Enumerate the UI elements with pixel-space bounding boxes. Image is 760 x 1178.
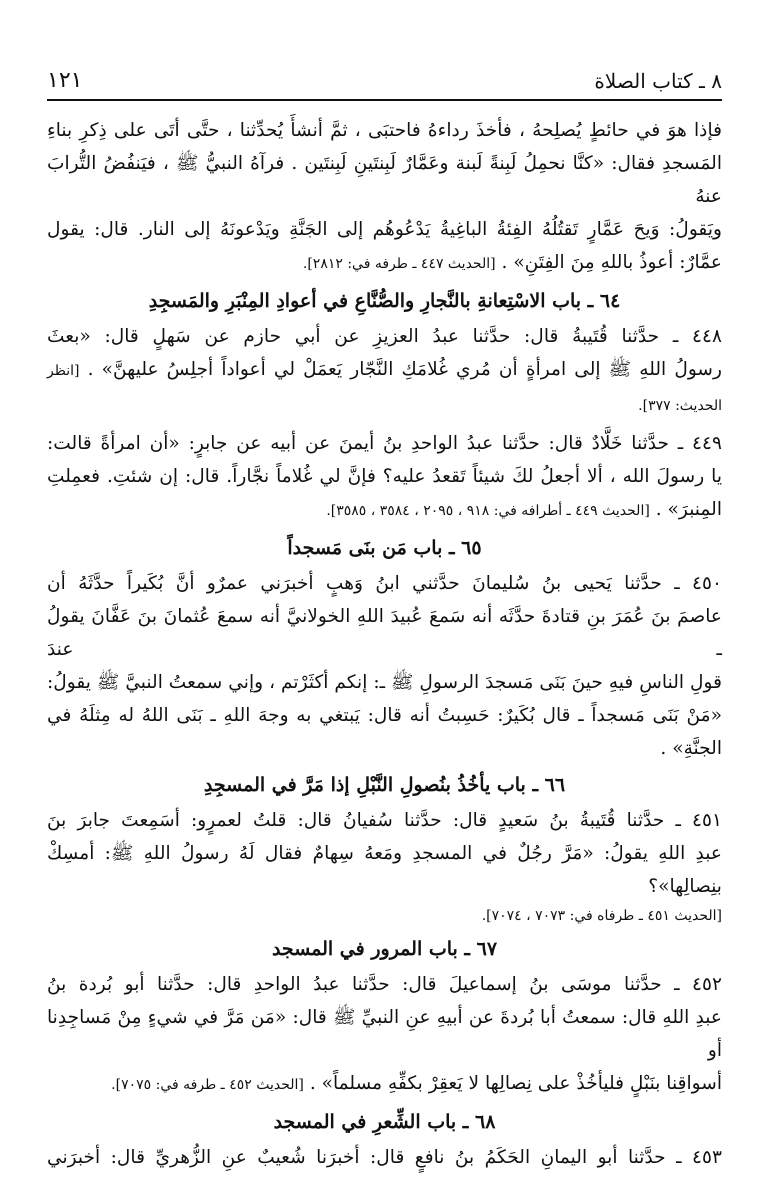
page-header: [47, 68, 722, 101]
text-line-last: [47, 353, 722, 423]
hadith-paragraph: [47, 968, 722, 1102]
hadith-paragraph: [47, 320, 722, 423]
last-line-text: عمَّارٌ: أعوذُ باللهِ مِنَ الفِتَنِ» .: [501, 252, 722, 273]
hadith-reference: [انظر الحديث: ٣٧٧].: [47, 363, 722, 414]
hadith-reference: [الحديث ٤٤٧ ـ طرفه في: ٢٨١٢].: [302, 256, 496, 272]
section-heading: ٦٥ ـ باب مَن بنَى مَسجداً: [287, 537, 482, 559]
text-line: عبدِ اللهِ قال: سمعتُ أبا بُردةَ عن أبيهِ عنِ النبيِّ ﷺ قال: «مَن مَرَّ في شيءٍ مِنْ مَساجِدِنا أو: [47, 1007, 722, 1061]
last-line-text: أسواقِنا بنَبْلٍ فليأخُذْ على نِصالِها لا يَعقِرْ بكفِّهِ مسلماً» .: [309, 1073, 722, 1094]
text-line: المَسجدِ فقال: «كنَّا نحمِلُ لَبِنةً لَبنة وعَمَّارٌ لَبِنتَينِ لَبِنتَين . فرآهُ النبيُّ ﷺ ، فيَنفُضُ التُّرابَ عنهُ: [47, 153, 722, 207]
section-heading: ٦٦ ـ باب يأخُذُ بنُصولِ النَّبْلِ إذا مَرَّ في المسجِدِ: [203, 774, 566, 796]
last-line-text: «مَنْ بَنَى مَسجداً ـ قال بُكَيرٌ: حَسِبتُ أنه قال: يَبتغي به وجهَ اللهِ ـ بَنَى اللهُ له مِثلَهُ في الجنَّةِ» .: [47, 705, 722, 759]
text-line: فإذا هوَ في حائطٍ يُصلِحهُ ، فأخذَ رداءهُ فاحتبَى ، ثمَّ أنشأَ يُحدِّثنا ، حتَّى أتَى على ذِكرِ بناءِ: [47, 120, 722, 141]
text-line: ٤٥٢ ـ حدَّثنا موسَى بنُ إسماعيلَ قال: حدَّثنا عبدُ الواحدِ قال: حدَّثنا أبو بُردة بنُ: [47, 974, 722, 995]
hadith-paragraph: [47, 427, 722, 528]
text-line: ٤٥٣ ـ حدَّثنا أبو اليمانِ الحَكَمُ بنُ نافعٍ قال: أخبرَنا شُعيبٌ عنِ الزُّهريِّ قال: أخبرَني: [47, 1147, 723, 1168]
hadith-paragraph: [47, 1141, 722, 1174]
chapter-title: ٨ ـ كتاب الصلاة: [594, 69, 722, 93]
text-line: ويَقولُ: وَيحَ عَمَّارٍ تَقتُلُهُ الفِئةُ الباغِيةُ يَدْعُوهُم إلى الجَنَّةِ ويَدْعونَهُ إلى النار. قال: يقول: [47, 219, 722, 240]
hadith-paragraph: [47, 804, 722, 929]
last-line-text: رسولُ اللهِ ﷺ إلى امرأةٍ أن مُري غُلامَكِ النَّجّار يَعمَلْ لي أعواداً أجلِسُ عليهنَّ» .: [87, 359, 722, 380]
text-line-last: [47, 699, 722, 765]
hadith-paragraph: [47, 114, 722, 281]
last-line-text: المِنبرَ» .: [655, 499, 722, 520]
text-line: ٤٤٨ ـ حدَّثنا قُتَيبةُ قال: حدَّثنا عبدُ العزيزِ عن أبي حازم عن سَهلٍ قال: «بعثَ: [47, 326, 722, 347]
hadith-reference: [الحديث ٤٥٢ ـ طرفه في: ٧٠٧٥].: [111, 1077, 304, 1093]
page-number: ١٢١: [47, 68, 83, 93]
hadith-reference: [الحديث ٤٥١ ـ طرفاه في: ٧٠٧٣ ، ٧٠٧٤].: [481, 908, 722, 924]
section-heading: ٦٤ ـ باب الاسْتِعانةِ بالنَّجارِ والصُّنَّاعِ في أعوادِ المِنْبَرِ والمَسجِدِ: [148, 290, 621, 312]
section-heading: ٦٧ ـ باب المرور في المسجد: [271, 938, 498, 960]
hadith-paragraph: [47, 567, 722, 765]
page-body: [47, 114, 722, 1178]
text-line-last: [47, 493, 722, 528]
text-line: ٤٥١ ـ حدَّثنا قُتَيبةُ بنُ سَعيدٍ قال: حدَّثنا سُفيانُ قال: قلتُ لعمرٍو: أسَمِعتَ جابرَ بنَ: [47, 810, 722, 831]
text-line: ٤٤٩ ـ حدَّثنا خَلَّادٌ قال: حدَّثنا عبدُ الواحدِ بنُ أيمنَ عن أبيه عن جابرٍ: «أن امرأةً قالت:: [47, 433, 722, 454]
text-line: عبدِ اللهِ يقولُ: «مَرَّ رجُلٌ في المسجدِ ومَعهُ سِهامٌ فقال لَهُ رسولُ اللهِ ﷺ: أمسِكْ بنِصالِها»؟: [47, 843, 722, 897]
text-line: ٤٥٠ ـ حدَّثنا يَحيى بنُ سُليمانَ حدَّثني ابنُ وَهبٍ أخبرَني عمرٌو أنَّ بُكَيراً حدَّثَهُ أن: [47, 573, 722, 594]
hadith-reference: [الحديث ٤٤٩ ـ أطرافه في: ٩١٨ ، ٢٠٩٥ ، ٣٥٨٤ ، ٣٥٨٥].: [326, 503, 650, 519]
text-line: عاصمَ بنَ عُمَرَ بنِ قتادةَ حدَّثَه أنه سَمعَ عُبيدَ اللهِ الخولانيَّ أنه سمعَ عُثمانَ بنَ عَفَّانَ يقولُ ـ عندَ: [47, 606, 722, 660]
section-heading: ٦٨ ـ باب الشِّعرِ في المسجد: [273, 1111, 496, 1133]
text-line: يا رسولَ الله ، ألا أجعلُ لكَ شيئاً تَقعدُ عليه؟ فإنَّ لي غُلاماً نجَّاراً. قال: إن شئتِ. فعمِلتِ: [47, 466, 722, 487]
text-line: قولِ الناسِ فيهِ حينَ بَنَى مَسجدَ الرسولِ ﷺ ـ: إنكم أكثَرْتم ، وإني سمعتُ النبيَّ ﷺ يقولُ:: [47, 672, 722, 693]
text-line-last: [47, 246, 722, 281]
